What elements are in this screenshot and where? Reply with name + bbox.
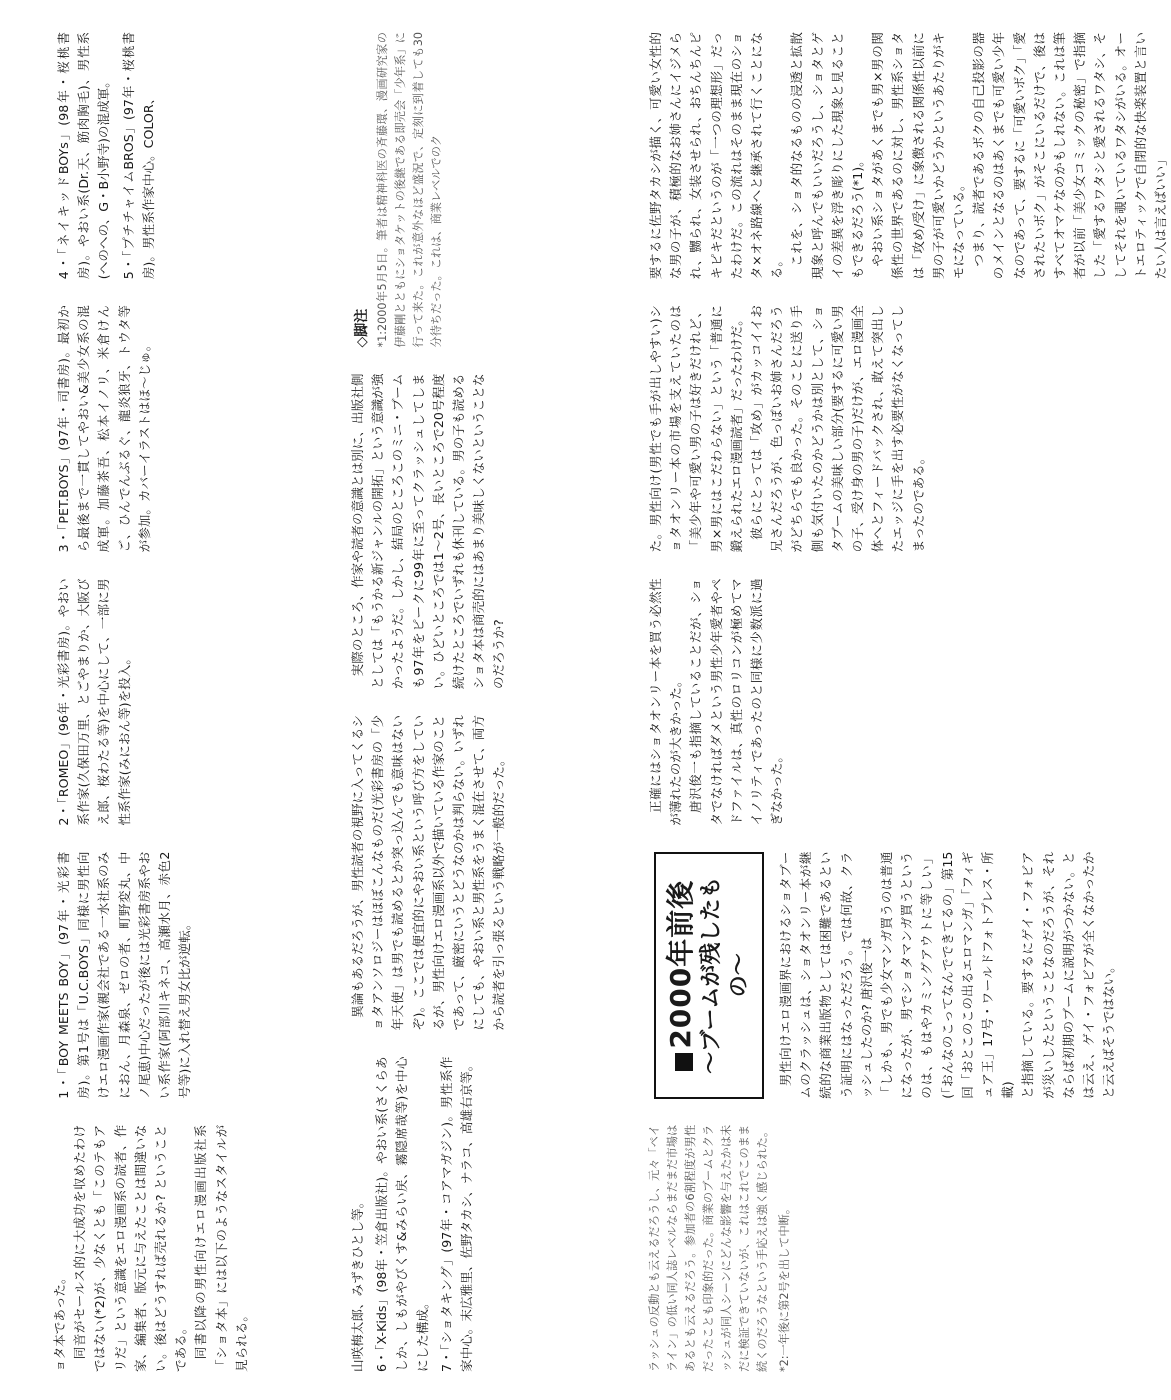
- list-item: 2・「ROMEO」(96年・光彩書房)。やおい系作家(久保田万里、とごやまりか、大阪びえ郎、桜わたる等)を中心にして、一部に男性系作家(みにおん等)を投入。: [56, 578, 132, 826]
- paragraph: 異論もあるだろうが、男性読者の視野に入ってくるショタアンソロジーはほぼこんなものだ(光彩書房の「少年天使」は男でも読めるとか突っ込んでも意味はないぞ)。ここでは便宜的にやおい系という呼び方をしているが、男性向けエロ漫画系以外で描いている作家のことであって、厳密にいうとどうなのかは判らない。いずれにしても、やおい系と男性系をうまく混在させて、両方から読者を引っ張るという戦略が一般的だった。: [350, 715, 507, 1031]
- tier1-col2: [50, 852, 332, 1099]
- paragraph: 同書以降の男性向けエロ漫画出版社系「ショタ本」には以下のようなスタイルが見られる。: [193, 1124, 249, 1372]
- list-item: 山咲梅太郎、みずきひとし等。: [350, 1195, 365, 1372]
- square-marker-icon: [675, 1053, 693, 1071]
- footnote: *2:一年後に第2号を出して中断。: [778, 1202, 791, 1372]
- headline-sub: 〜ブームが残したもの〜: [699, 876, 752, 1074]
- paragraph: 男性向けエロ漫画界におけるショタブームのクラッシュは、ショタオンリー本が継続的な商業出版物としては困難であるという証明にはなっただろう。では何故、クラッシュしたのか? 唐沢俊一は: [778, 851, 874, 1099]
- quotation: 「しかも、男でも少女マンガ買うのは普通になったが、男でショタマンガ買うというのは、もはやカミングアウトに等しい」(「おんなのこってなんでできてるの」第15回「おとこのこの出るエロマンガ」「フィギュア王」17号・ワールドフォトプレス・所載): [879, 851, 1016, 1099]
- tier1-col4: [50, 305, 332, 552]
- paragraph: と指摘している。要するにゲイ・フォビアが災いしたということなのだろうが、それならば初期のブームに説明がつかない。とは云え、ゲイ・フォビアが全くなかったかと云えばそうではない。: [1020, 851, 1117, 1099]
- paragraph: つまり、読者であるボクの自己投影の器のメインとなるのはあくまでも可愛い少年なのであって、要するに「可愛いボク」「愛されたいボク」がそこにいるだけで、後はすべてオマケなのかもしれない。これは筆者が以前「美少女コミックの秘密」で指摘した「愛するワタシと愛されるワタシ、そしてそれを覗いているワタシがいる。オートエロティックで自閉的な快楽装置と言いたい人は言えばいい」: [971, 31, 1169, 280]
- paragraph: 実際のところ、作家や読者の意識とは別に、出版社側としては「もうかる新ジャンルの開拓」という意識が強かったようだ。しかし、結局のところこのミニ・ブームも97年をピークに99年に至ってクラッシュしてしまい。ひどいところでは1〜2号、長いところで20号程度続けたところでいずれも休刊している。男の子も読めるショタ本は商売的にはあまり美味しくないということなのだろうか?: [350, 373, 507, 689]
- paragraph: た。男性向け(男性でも手が出しやすい)ショタオンリー本の市場を支えていたのは「美少年や可愛い男の子は好きだけれど、男×男にはこだわらない」という「普通に鍛えられたエロ漫画読者」だったわけだ。: [648, 305, 744, 553]
- tier1-col5: [50, 32, 332, 279]
- list-item: 3・「PET.BOYS」(97年・司書房)。最初から最後まで一貫してやおい&美少女系の混成軍。加藤茶吾、松本イノリ、米倉けんご、ひんでんぶるぐ、龍炎狼牙、トウタ等が参加。カバーイラストはほ〜じゅ。: [56, 305, 152, 553]
- paragraph: 正確にはショタオンリー本を買う必然性が薄れたのが大きかった。: [648, 578, 684, 826]
- footnotes-heading: ◇脚注: [354, 308, 370, 348]
- tier2-col4: [348, 32, 630, 348]
- list-item: 7・「ショタキング」(97年・コアマガジン)。男性系作家中心。末広雅里、佐野タカシ、ナラコ、高雄右京等。: [438, 1056, 475, 1372]
- list-item: 5・「プチチャイムBROS」(97年・桜桃書房)。男性系作家中心。COLOR、: [120, 31, 156, 280]
- footnote: ラッシュの反動とも云えるだろうし、元々「ペイライン」の低い同人誌レベルならまだまだ市場はあるとも云えるだろう。参加者の6割程度が男性だったことも印象的だった。商業のブームとクラッシュが同人シーンにどんな影響を与えたかは未だに検証できていないが、これはこれでこのまま続くのだろうなという手応えは強く感じられた。: [648, 1124, 769, 1372]
- paragraph: ョタ本であった。: [52, 1271, 67, 1372]
- list-item: 4・「ネイキッドBOYs」(98年・桜桃書房)。やおい系(Dr.天、筋肉胸毛)、男性系(へのへの、G・B小野寺)の混成軍。: [56, 31, 112, 280]
- paragraph: 同音がセールス的に大成功を収めたわけではない(*2)が、少なくとも「このテもアリだ」という意識をエロ漫画系の読者、作家、編集者、版元に与えたことは間違いない。後はどうすれば売れるか? ということである。: [72, 1124, 189, 1372]
- footnote: *1:2000年5月5日。筆者は精神科医の斉藤環、漫画研究家の伊藤剛とともにショタケットの後継である即売会「少年系」に行って来た。これが意外なほど盛況で、定刻に到着しても30分待ちだった。これは、商業レベルでのク: [376, 32, 444, 348]
- tier3-col3: [646, 578, 928, 825]
- list-item: 1・「BOY MEETS BOY」(97年・光彩書房)。第1号は「U.C.BOYS」同様に男性向けエロ漫画作家(親会社である一水社系のみにおん、月森泉、ゼロの者、町野変丸、中ノ尾恵)中心だったが後には光彩書房系やおい系作家(阿部川キネコ、高瀬水月、赤色2号等)に入れ替え男女比が逆転。: [56, 851, 193, 1099]
- tier-1: [50, 32, 332, 1372]
- tier2-col2: [348, 715, 630, 1031]
- tier3-col2: [646, 851, 1117, 1099]
- paragraph: これを、ショタ的なるものの浸透と拡散現象と呼んでもいいだろうし、ショタとゲイの差異を浮き彫りにした現象と見ることもできるだろう(*1)。: [789, 31, 866, 280]
- tier1-col3: [50, 578, 332, 825]
- tier3-col5: [646, 31, 1169, 280]
- tier3-col1: [646, 1125, 928, 1372]
- paragraph: 唐沢俊一も指摘していることだが、ショタでなければダメという男性少年愛者やペドファイルは、真性のロリコンが極めてマイノリティであったのと同様に少数派に過ぎなかった。: [688, 578, 785, 826]
- tier2-col1: [348, 1057, 630, 1373]
- list-item: 6・「X-Kids」(98年・笠倉出版社)。やおい系(さくらあしか、しもがやびくす&みらい戻、霧隠席哉等)を中心にした構成。: [374, 1056, 430, 1372]
- paragraph: 要するに佐野タカシが描く、可愛い女性的な男の子が、積極的なお姉さんにイジメられ、嬲られ、女装させられ、おちんちんピキピキだというのが「一つの理想形」だったわけだ。この流れはそのまま現在のショタ×オネ路線へと継承されて行くことになる。: [648, 31, 785, 280]
- paragraph: 彼らにとっては「攻め」がカッコイイお兄さんだろうが、色っぽいお姉さんだろうがどちらでも良かった。そのことに送り手側も気付いたのかどうかは別として、ショタブームの美味しい部分(要するに可愛い男の子、受け身の男の子)だけが、エロ漫画全体へとフィードバックされ、敢えて突出したエッジに手を出す必要性がなくなってしまったのである。: [749, 305, 926, 553]
- paragraph: やおい系ショタがあくまでも男×男の関係性の世界であるのに対し、男性系ショタは「攻め/受け」に象徴される関係性以前に男の子が可愛いかどうかというあたりがキモになっている。: [870, 31, 967, 280]
- headline-main: [664, 864, 698, 1087]
- tier3-col4: [646, 305, 928, 552]
- tier-3: [646, 31, 1169, 1372]
- tier-2: [348, 32, 630, 1372]
- text-frame: [50, 31, 1169, 1372]
- tier2-col3: [348, 374, 630, 690]
- tier1-col1: [50, 1125, 332, 1372]
- section-headline: [654, 852, 764, 1099]
- headline-main-text: 2000年前後: [664, 879, 697, 1049]
